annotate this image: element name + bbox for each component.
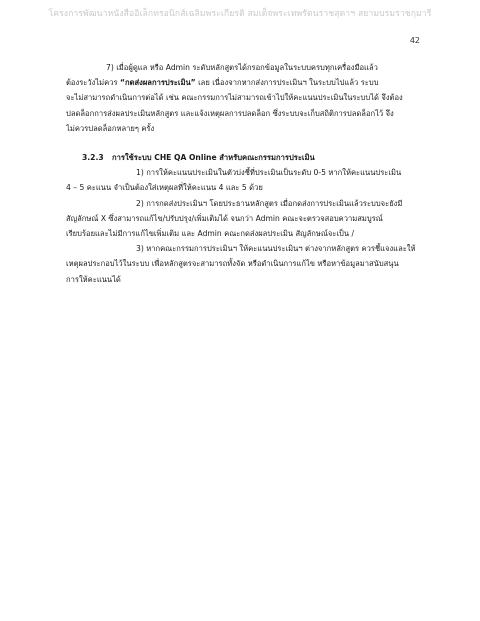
section-item-3-line-2: เหตุผลประกอบไว้ในระบบ เพื่อหลักสูตรจะสามารถทั้งจัด หรือดำเนินการแก้ไข หรือหาข้อมูลมาสนับสนุน: [66, 259, 399, 269]
section-item-2-line-1: 2) การกดส่งประเมินฯ โดยประธานหลักสูตร เมื่อกดส่งการประเมินแล้วระบบจะยังมี: [136, 198, 403, 208]
item-7-line-2-post: เลย เนื่องจากหากส่งการประเมินฯ ในระบบไปแล้ว ระบบ: [195, 78, 379, 88]
item-7-paragraph: [66, 60, 418, 136]
section-heading: [66, 150, 418, 165]
item-7-line-3: จะไม่สามารถดำเนินการต่อได้ เช่น คณะกรรมการไม่สามารถเข้าไปให้คะแนนประเมินในระบบได้ จึงต้อง: [66, 93, 403, 103]
section-item-1-line-1: 1) การให้คะแนนประเมินในตัวบ่งชี้ที่ประเมินเป็นระดับ 0-5 หากให้คะแนนประเมิน: [136, 168, 402, 178]
item-7-line-1: 7) เมื่อผู้ดูแล หรือ Admin ระดับหลักสูตรได้กรอกข้อมูลในระบบครบทุกเครื่องมือแล้ว: [106, 63, 378, 72]
section-item-1-line-2: 4 – 5 คะแนน จำเป็นต้องใส่เหตุผลที่ให้คะแนน 4 และ 5 ด้วย: [66, 183, 263, 193]
item-7-emphasis: “กดส่งผลการประเมิน”: [120, 78, 196, 88]
section-item-2-line-2: สัญลักษณ์ X ซึ่งสามารถแก้ไข/ปรับปรุง/เพิ่มเติมได้ จนกว่า Admin คณะจะตรวจสอบความสมบูรณ์: [66, 213, 383, 223]
item-7-line-4: ปลดล็อกการส่งผลประเมินหลักสูตร และแจ้งเหตุผลการปลดล็อก ซึ่งระบบจะเก็บสถิติการปลดล็อกไว้ จึง: [66, 108, 394, 118]
header-watermark: โครงการพัฒนาหนังสืออิเล็กทรอนิกส์เฉลิมพระเกียรติ สมเด็จพระเทพรัตนราชสุดาฯ สยามบรมราชกุมารี: [48, 9, 432, 19]
section-3-2-3: [66, 150, 418, 287]
section-number: 3.2.3: [82, 153, 104, 162]
page-number: 42: [409, 36, 420, 45]
section-item-3-line-1: 3) หากคณะกรรมการประเมินฯ ให้คะแนนประเมินฯ ต่างจากหลักสูตร ควรชี้แจงและให้: [136, 244, 416, 254]
section-item-3-line-3: การให้คะแนนได้: [66, 274, 121, 284]
section-title: การใช้ระบบ CHE QA Online สำหรับคณะกรรมการประเมิน: [112, 153, 315, 162]
item-7-line-5: ไม่ควรปลดล็อกหลายๆ ครั้ง: [66, 123, 155, 133]
item-7-line-2: [66, 75, 418, 90]
item-7-line-2-pre: ต้องระวังไม่ควร: [66, 78, 120, 88]
section-item-2-line-3: เรียบร้อยและไม่มีการแก้ไขเพิ่มเติม และ Admin คณะกดส่งผลประเมิน สัญลักษณ์จะเป็น /: [66, 229, 355, 239]
